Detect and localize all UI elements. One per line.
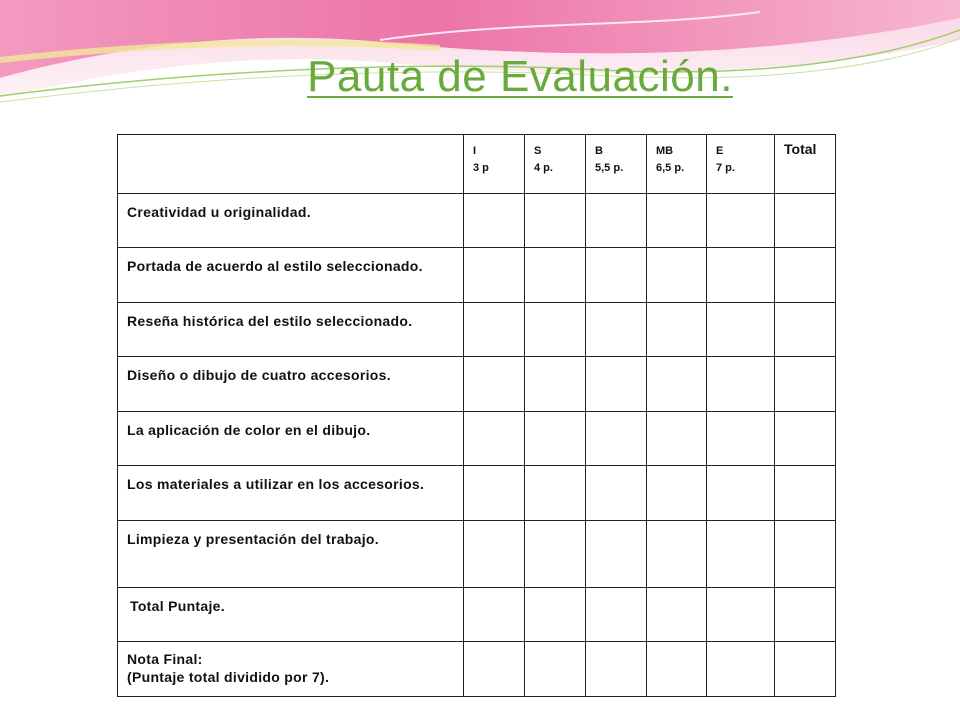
total-cell [775, 303, 836, 357]
criterion-label: Limpieza y presentación del trabajo. [118, 521, 464, 588]
score-cell [586, 303, 647, 357]
score-cell [464, 194, 525, 248]
score-cell [525, 357, 586, 412]
score-cell [586, 466, 647, 521]
score-cell [647, 357, 707, 412]
level-code: S [534, 145, 542, 157]
criterion-label: Los materiales a utilizar en los accesorios. [118, 466, 464, 521]
level-points: 5,5 p. [595, 162, 624, 174]
criterion-label: Reseña histórica del estilo seleccionado. [118, 303, 464, 357]
score-cell [707, 588, 775, 642]
score-cell [647, 466, 707, 521]
score-cell [647, 588, 707, 642]
score-cell [525, 642, 586, 697]
score-cell [647, 303, 707, 357]
score-cell [525, 248, 586, 303]
score-cell [586, 521, 647, 588]
table-row [118, 357, 836, 412]
score-cell [707, 412, 775, 466]
score-cell [525, 194, 586, 248]
level-header-s [525, 135, 586, 194]
total-cell [775, 642, 836, 697]
score-cell [647, 412, 707, 466]
total-cell [775, 412, 836, 466]
page-title: Pauta de Evaluación. [307, 52, 733, 101]
level-code: I [473, 145, 477, 157]
final-grade-title: Nota Final: [127, 651, 203, 667]
table-row [118, 412, 836, 466]
table-row [118, 466, 836, 521]
score-cell [647, 248, 707, 303]
score-cell [464, 248, 525, 303]
score-cell [464, 412, 525, 466]
score-cell [707, 303, 775, 357]
score-cell [586, 357, 647, 412]
score-cell [464, 466, 525, 521]
table-row [118, 248, 836, 303]
score-cell [586, 194, 647, 248]
table-row [118, 521, 836, 588]
level-code: B [595, 145, 603, 157]
total-cell [775, 521, 836, 588]
level-points: 7 p. [716, 162, 735, 174]
total-header: Total [775, 135, 836, 194]
criterion-label: Creatividad u originalidad. [118, 194, 464, 248]
level-header-b [586, 135, 647, 194]
empty-header-cell [118, 135, 464, 194]
score-cell [707, 521, 775, 588]
score-cell [525, 303, 586, 357]
score-cell [586, 412, 647, 466]
final-grade-row [118, 642, 836, 697]
total-cell [775, 357, 836, 412]
score-cell [464, 357, 525, 412]
score-cell [586, 642, 647, 697]
criterion-label: Diseño o dibujo de cuatro accesorios. [118, 357, 464, 412]
header-row [118, 135, 836, 194]
level-points: 3 p [473, 162, 489, 174]
total-score-label: Total Puntaje. [118, 588, 464, 642]
table-row [118, 303, 836, 357]
total-cell [775, 194, 836, 248]
level-points: 6,5 p. [656, 162, 685, 174]
final-grade-formula: (Puntaje total dividido por 7). [127, 669, 330, 685]
table-row [118, 194, 836, 248]
score-cell [464, 642, 525, 697]
score-cell [707, 466, 775, 521]
score-cell [586, 248, 647, 303]
level-code: MB [656, 145, 674, 157]
total-cell [775, 466, 836, 521]
score-cell [525, 588, 586, 642]
evaluation-rubric-table [117, 134, 836, 697]
score-cell [586, 588, 647, 642]
score-cell [707, 194, 775, 248]
final-grade-label [118, 642, 464, 697]
score-cell [525, 412, 586, 466]
score-cell [647, 642, 707, 697]
criterion-label: La aplicación de color en el dibujo. [118, 412, 464, 466]
criterion-label: Portada de acuerdo al estilo seleccionado. [118, 248, 464, 303]
score-cell [647, 194, 707, 248]
score-cell [707, 357, 775, 412]
total-cell [775, 248, 836, 303]
score-cell [525, 466, 586, 521]
score-cell [464, 521, 525, 588]
score-cell [525, 521, 586, 588]
score-cell [464, 588, 525, 642]
score-cell [647, 521, 707, 588]
score-cell [464, 303, 525, 357]
total-cell [775, 588, 836, 642]
level-header-i [464, 135, 525, 194]
total-score-row [118, 588, 836, 642]
level-header-e [707, 135, 775, 194]
score-cell [707, 642, 775, 697]
level-points: 4 p. [534, 162, 553, 174]
level-code: E [716, 145, 724, 157]
level-header-mb [647, 135, 707, 194]
score-cell [707, 248, 775, 303]
